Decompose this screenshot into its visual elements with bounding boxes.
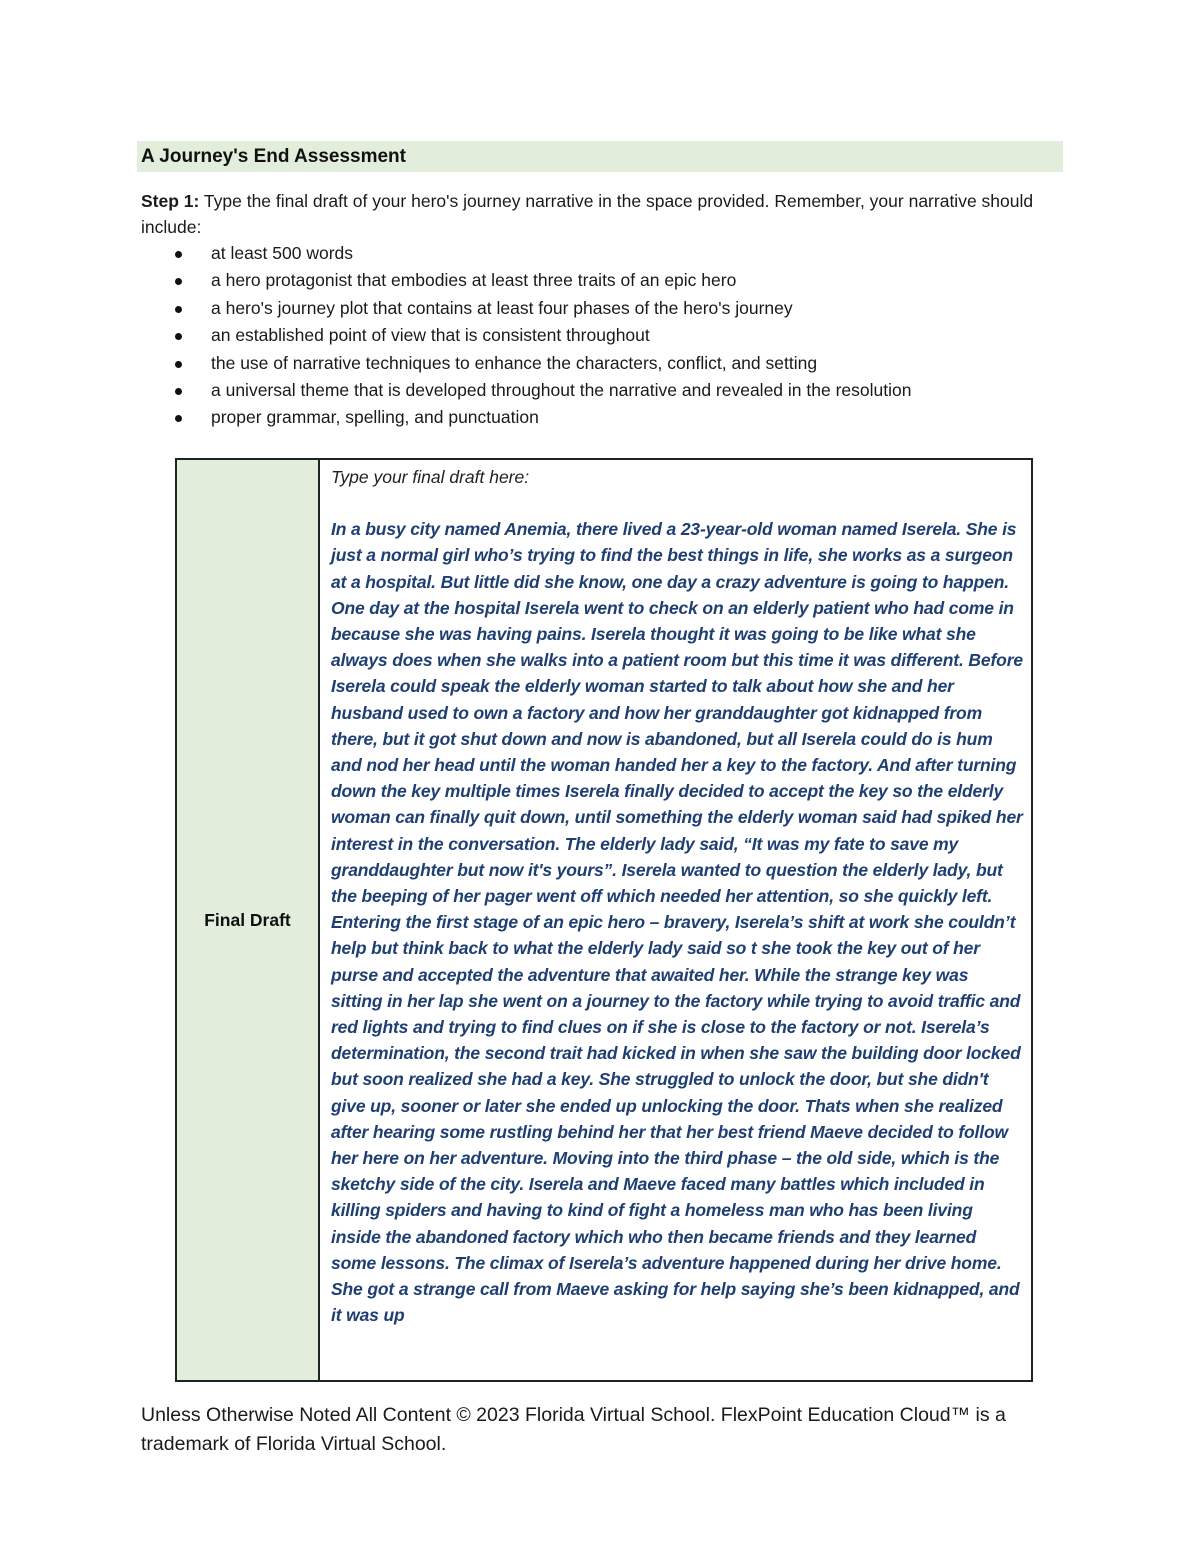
bullet-icon: [175, 251, 182, 258]
draft-story-text[interactable]: In a busy city named Anemia, there lived a 23-year-old woman named Iserela. She is just a normal girl who’s trying to find the best things in life, she works as a surgeon at a hospital. But little did she know, one day a crazy adventure is going to happen. One day at the hospital Iserela went to check on an elderly patient who had come in because she was having pains. Iserela thought it was going to be like what she always does when she walks into a patient room but this time it was different. Before Iserela could speak the elderly woman started to talk about how she and her husband used to own a factory and how her granddaughter got kidnapped from there, but it got shut down and now is abandoned, but all Iserela could do is hum and nod her head until the woman handed her a key to the factory. And after turning down the key multiple times Iserela finally decided to accept the key so the elderly woman can finally quit down, until something the elderly woman said had spiked her interest in the conversation. The elderly lady said, “It was my fate to save my granddaughter but now it's yours”. Iserela wanted to question the elderly lady, but the beeping of her pager went off which needed her attention, so she quickly left. Entering the first stage of an epic hero – bravery, Iserela’s shift at work she couldn’t help but think back to what the elderly lady said so t she took the key out of her purse and accepted the adventure that awaited her. While the strange key was sitting in her lap she went on a journey to the factory while trying to avoid traffic and red lights and trying to find clues on if she is close to the factory or not. Iserela’s determination, the second trait had kicked in when she saw the building door locked but soon realized she had a key. She struggled to unlock the door, but she didn't give up, sooner or later she ended up unlocking the door. Thats when she realized after hearing some rustling behind her that her best friend Maeve decided to follow her here on her adventure. Moving into the third phase – the old side, which is the sketchy side of the city. Iserela and Maeve faced many battles which included in killing spiders and having to kind of fight a homeless man who has been living inside the abandoned factory which who then became friends and they learned some lessons. The climax of Iserela’s adventure happened during her drive home. She got a strange call from Maeve asking for help saying she’s been kidnapped, and it was up: [331, 519, 1023, 1326]
requirement-text: proper grammar, spelling, and punctuation: [211, 407, 539, 428]
final-draft-table: [175, 458, 1033, 1382]
list-item: [141, 295, 1061, 322]
bullet-icon: [175, 278, 182, 285]
list-item: [141, 240, 1061, 267]
bullet-icon: [175, 333, 182, 340]
final-draft-text-area[interactable]: [320, 460, 1031, 1380]
draft-prompt: Type your final draft here:: [331, 467, 530, 487]
bullet-icon: [175, 306, 182, 313]
list-item: [141, 267, 1061, 294]
step-text: Type the final draft of your hero's journey narrative in the space provided. Remember, your narrative should include:: [141, 191, 1034, 237]
bullet-icon: [175, 415, 182, 422]
instructions: [141, 188, 1061, 432]
list-item: [141, 377, 1061, 404]
step-label: Step 1:: [141, 191, 200, 211]
requirement-text: an established point of view that is consistent throughout: [211, 325, 650, 346]
list-item: [141, 404, 1061, 431]
final-draft-label-cell: [177, 460, 320, 1380]
requirement-text: a hero's journey plot that contains at least four phases of the hero's journey: [211, 297, 793, 318]
list-item: [141, 350, 1061, 377]
final-draft-label: Final Draft: [204, 909, 291, 930]
copyright-footer: Unless Otherwise Noted All Content © 2023 Florida Virtual School. FlexPoint Education Cloud™ is a trademark of Florida Virtual School.: [141, 1404, 1006, 1455]
bullet-icon: [175, 361, 182, 368]
requirements-list: [141, 240, 1061, 432]
page-title: A Journey's End Assessment: [141, 145, 406, 167]
requirement-text: at least 500 words: [211, 243, 354, 263]
assessment-title-bar: [137, 141, 1063, 172]
requirement-text: a hero protagonist that embodies at least three traits of an epic hero: [211, 270, 737, 291]
requirement-text: a universal theme that is developed throughout the narrative and revealed in the resolution: [211, 379, 912, 400]
list-item: [141, 322, 1061, 349]
step-paragraph: [141, 188, 1061, 240]
bullet-icon: [175, 388, 182, 395]
requirement-text: the use of narrative techniques to enhance the characters, conflict, and setting: [211, 352, 818, 373]
